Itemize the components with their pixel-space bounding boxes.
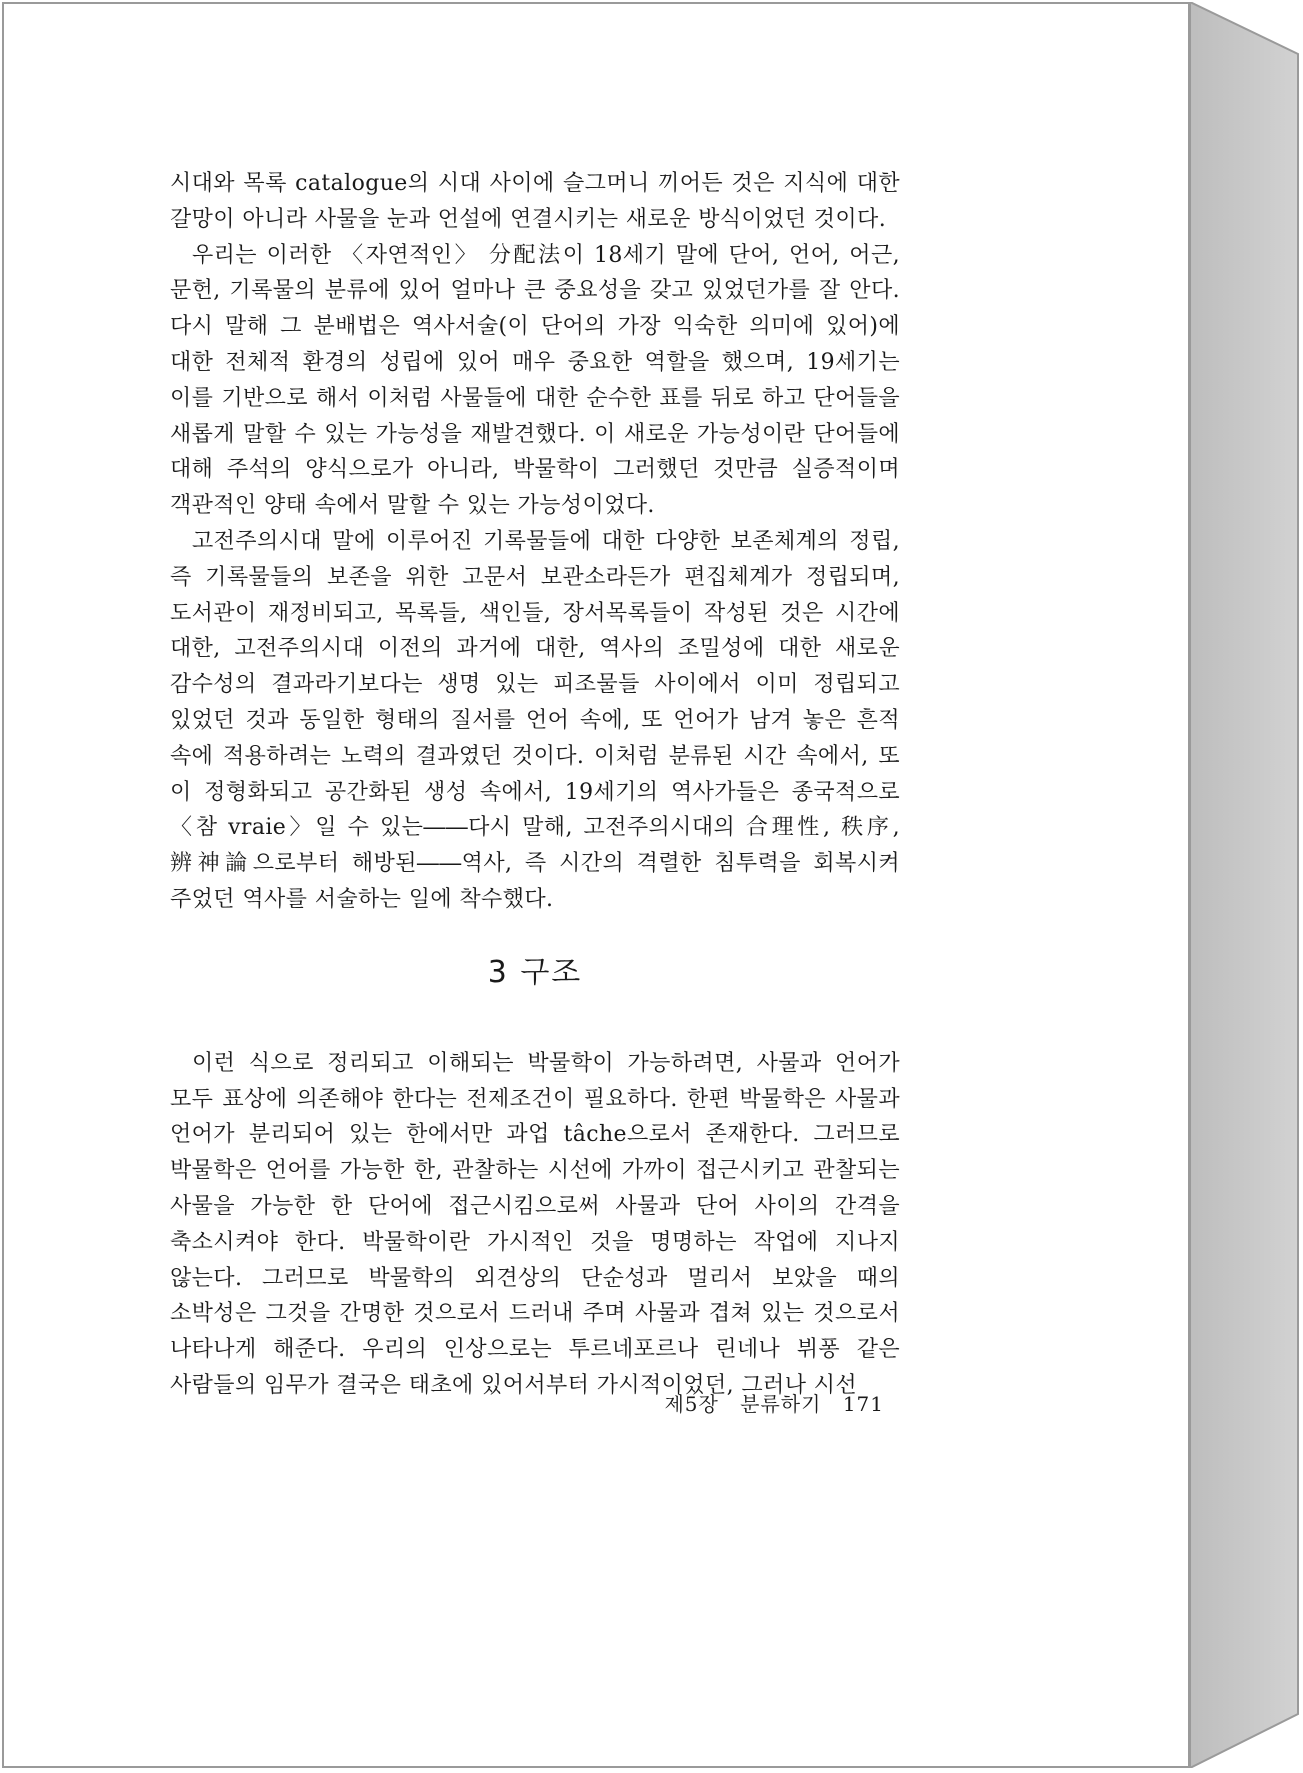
footer-chapter: 제5장 xyxy=(664,1392,719,1416)
book-side-shape xyxy=(1190,2,1301,1768)
paragraph-3: 고전주의시대 말에 이루어진 기록물들에 대한 다양한 보존체계의 정립, 즉 기록물들의 보존을 위한 고문서 보관소라든가 편집체계가 정립되며, 도서관이 재정비되고, 목록들, 색인들, 장서목록들이 작성된 것은 시간에 대한, 고전주의시대 이전의 과거에 대한, 역사의 조밀성에 대한 새로운 감수성의 결과라기보다는 생명 있는 피조물들 사이에서 이미 정립되고 있었던 것과 동일한 형태의 질서를 언어 속에, 또 언어가 남겨 놓은 흔적 속에 적용하려는 노력의 결과였던 것이다. 이처럼 분류된 시간 속에서, 또 이 정형화되고 공간화된 생성 속에서, 19세기의 역사가들은 종국적으로 〈참 vraie〉일 수 있는――다시 말해, 고전주의시대의 合理性, 秩序, 辨神論으로부터 해방된――역사, 즉 시간의 격렬한 침투력을 회복시켜 주었던 역사를 서술하는 일에 착수했다. xyxy=(170,528,900,912)
book-side xyxy=(1190,2,1301,1768)
page-footer xyxy=(564,1388,884,1417)
paragraph-1: 시대와 목록 catalogue의 시대 사이에 슬그머니 끼어든 것은 지식에 대한 갈망이 아니라 사물을 눈과 언설에 연결시키는 새로운 방식이었던 것이다. xyxy=(170,171,900,232)
section-heading: 3 구조 xyxy=(487,954,583,990)
page-text xyxy=(170,166,900,1404)
paragraph-2: 우리는 이러한 〈자연적인〉 分配法이 18세기 말에 단어, 언어, 어근, 문헌, 기록물의 분류에 있어 얼마나 큰 중요성을 갖고 있었던가를 잘 안다. 다시 말해 그 분배법은 역사서술(이 단어의 가장 익숙한 의미에 있어)에 대한 전체적 환경의 성립에 있어 매우 중요한 역할을 했으며, 19세기는 이를 기반으로 해서 이처럼 사물들에 대한 순수한 표를 뒤로 하고 단어들을 새롭게 말할 수 있는 가능성을 재발견했다. 이 새로운 가능성이란 단어들에 대해 주석의 양식으로가 아니라, 박물학이 그러했던 것만큼 실증적이며 객관적인 양태 속에서 말할 수 있는 가능성이었다. xyxy=(170,242,900,519)
footer-page-number: 171 xyxy=(842,1392,884,1416)
footer-chapter-title: 분류하기 xyxy=(740,1392,822,1416)
book-page xyxy=(2,2,1190,1768)
paragraph-4: 이런 식으로 정리되고 이해되는 박물학이 가능하려면, 사물과 언어가 모두 표상에 의존해야 한다는 전제조건이 필요하다. 한편 박물학은 사물과 언어가 분리되어 있는 한에서만 과업 tâche으로서 존재한다. 그러므로 박물학은 언어를 가능한 한, 관찰하는 시선에 가까이 접근시키고 관찰되는 사물을 가능한 한 단어에 접근시킴으로써 사물과 단어 사이의 간격을 축소시켜야 한다. 박물학이란 가시적인 것을 명명하는 작업에 지나지 않는다. 그러므로 박물학의 외견상의 단순성과 멀리서 보았을 때의 소박성은 그것을 간명한 것으로서 드러내 주며 사물과 겹쳐 있는 것으로서 나타나게 해준다. 우리의 인상으로는 투르네포르나 린네나 뷔퐁 같은 사람들의 임무가 결국은 태초에 있어서부터 가시적이었던, 그러나 시선 xyxy=(170,1050,900,1398)
